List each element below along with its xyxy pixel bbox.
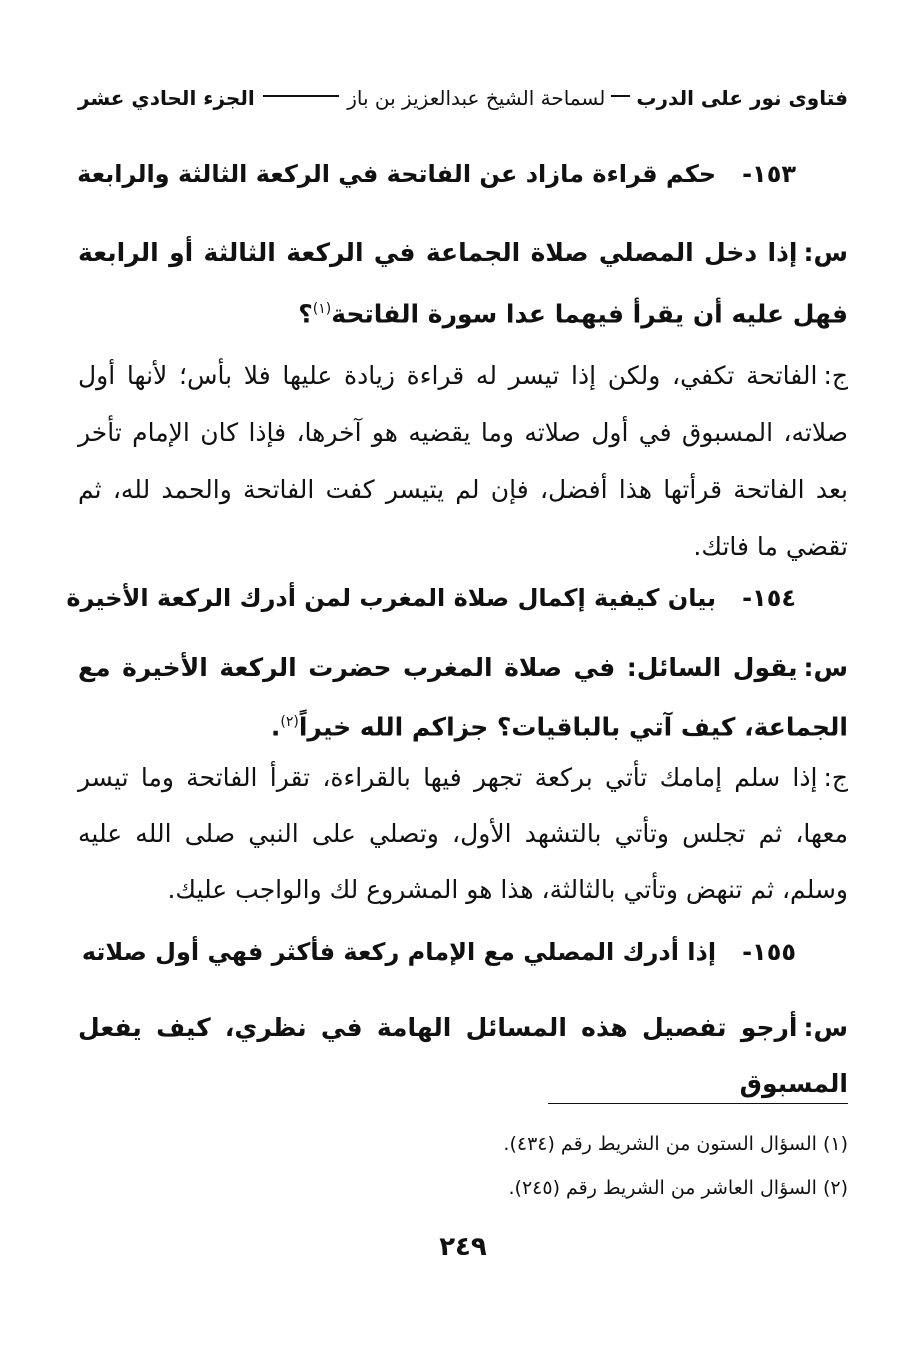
author-name: لسماحة الشيخ عبدالعزيز بن باز (347, 86, 606, 110)
running-header (78, 80, 848, 116)
footnote-ref: (١) (312, 301, 332, 317)
question-text: يقول السائل: في صلاة المغرب حضرت الركعة الأخيرة مع الجماعة، كيف آتي بالباقيات؟ جزاكم الله خيراً (78, 653, 848, 742)
section-title: إذا أدرك المصلي مع الإمام ركعة فأكثر فهي أول صلاته (81, 938, 717, 966)
answer-label: ج: (823, 361, 848, 390)
section-heading (78, 938, 848, 966)
question-label: س: (803, 653, 848, 682)
question-paragraph (78, 640, 848, 752)
section-number: ١٥٤- (742, 584, 796, 612)
document-page (66, 0, 848, 1363)
section-title: بيان كيفية إكمال صلاة المغرب لمن أدرك الركعة الأخيرة (66, 584, 717, 612)
question-paragraph (78, 224, 848, 344)
answer-text: إذا سلم إمامك تأتي بركعة تجهر فيها بالقراءة، تقرأ الفاتحة وما تيسر معها، ثم تجلس وتأتي بالتشهد الأول، وتصلي على النبي صلى الله عليه وسلم، ثم تنهض وتأتي بالثالثة، هذا هو المشروع لك والواجب عليك. (78, 763, 848, 904)
question-end: ؟ (298, 299, 313, 329)
section-heading (66, 584, 848, 612)
question-end: . (270, 712, 281, 742)
question-text: إذا دخل المصلي صلاة الجماعة في الركعة الثالثة أو الرابعة فهل عليه أن يقرأ فيهما عدا سورة الفاتحة (78, 238, 848, 329)
header-dash (611, 95, 630, 97)
header-rule (263, 95, 340, 97)
question-label: س: (803, 1013, 848, 1042)
question-paragraph (78, 1000, 848, 1098)
answer-paragraph (78, 347, 848, 579)
book-title: فتاوى نور على الدرب (636, 86, 848, 110)
section-number: ١٥٣- (742, 160, 796, 188)
answer-label: ج: (823, 763, 848, 792)
section-heading (78, 160, 848, 188)
answer-paragraph (78, 750, 848, 920)
question-text: أرجو تفصيل هذه المسائل الهامة في نظري، كيف يفعل المسبوق (78, 1013, 848, 1098)
answer-text: الفاتحة تكفي، ولكن إذا تيسر له قراءة زيادة عليها فلا بأس؛ لأنها أول صلاته، المسبوق في أول صلاته وما يقضيه هو آخرها، فإذا كان الإمام تأخر بعد الفاتحة قرأتها هذا أفضل، فإن لم يتيسر كفت الفاتحة والحمد لله، ثم تقضي ما فاتك. (78, 361, 848, 561)
footnote-ref: (٢) (280, 714, 299, 730)
section-title: حكم قراءة مازاد عن الفاتحة في الركعة الثالثة والرابعة (77, 160, 717, 188)
volume-label: الجزء الحادي عشر (78, 86, 255, 110)
footnote-separator (548, 1103, 848, 1104)
page-number: ٢٤٩ (439, 1232, 487, 1262)
footnote: (١) السؤال الستون من الشريط رقم (٤٣٤). (503, 1133, 848, 1155)
question-label: س: (803, 238, 848, 267)
footnote: (٢) السؤال العاشر من الشريط رقم (٢٤٥). (508, 1177, 848, 1199)
footnotes (78, 1122, 848, 1210)
section-number: ١٥٥- (742, 938, 796, 966)
